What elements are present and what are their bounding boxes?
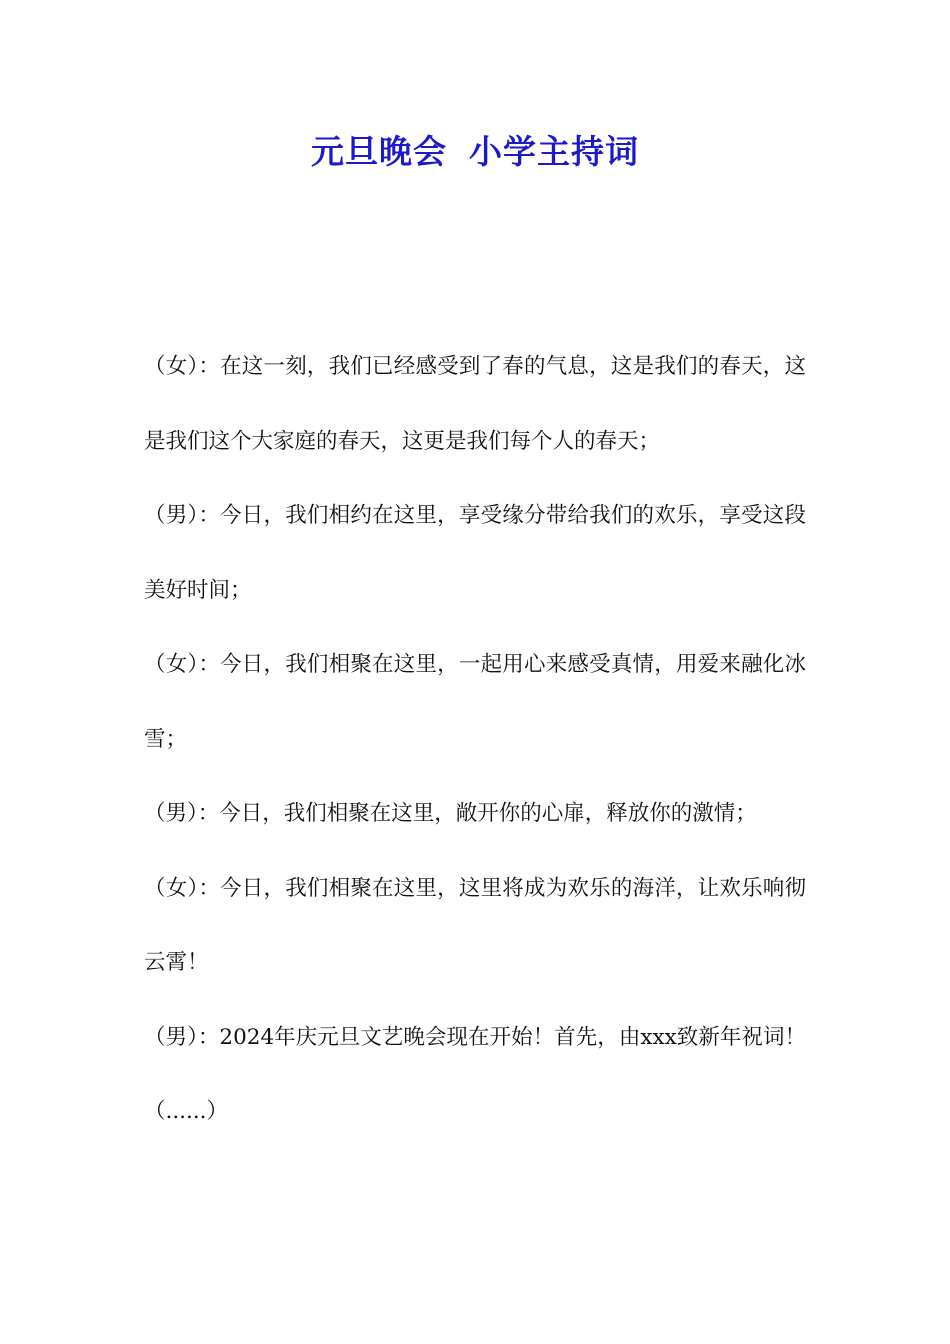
document-body (144, 330, 806, 1150)
paragraph-male-2: （男）：今日，我们相聚在这里，敞开你的心扉，释放你的激情； (144, 801, 757, 826)
paragraph-female-2: （女）：今日，我们相聚在这里，一起用心来感受真情，用爱来融化冰雪； (144, 652, 806, 752)
title-part-2: 小学主持词 (469, 132, 639, 171)
title-part-1: 元旦晚会 (311, 132, 447, 171)
paragraph-female-1: （女）：在这一刻，我们已经感受到了春的气息，这是我们的春天，这是我们这个大家庭的春天，这更是我们每个人的春天； (144, 354, 806, 454)
document-title (0, 124, 950, 180)
paragraph-male-3: （男）：2024年庆元旦文艺晚会现在开始！首先，由xxx致新年祝词！（......） (144, 1024, 806, 1124)
paragraph-male-1: （男）：今日，我们相约在这里，享受缘分带给我们的欢乐，享受这段美好时间； (144, 503, 806, 603)
paragraph-female-3: （女）：今日，我们相聚在这里，这里将成为欢乐的海洋，让欢乐响彻云霄！ (144, 875, 806, 975)
